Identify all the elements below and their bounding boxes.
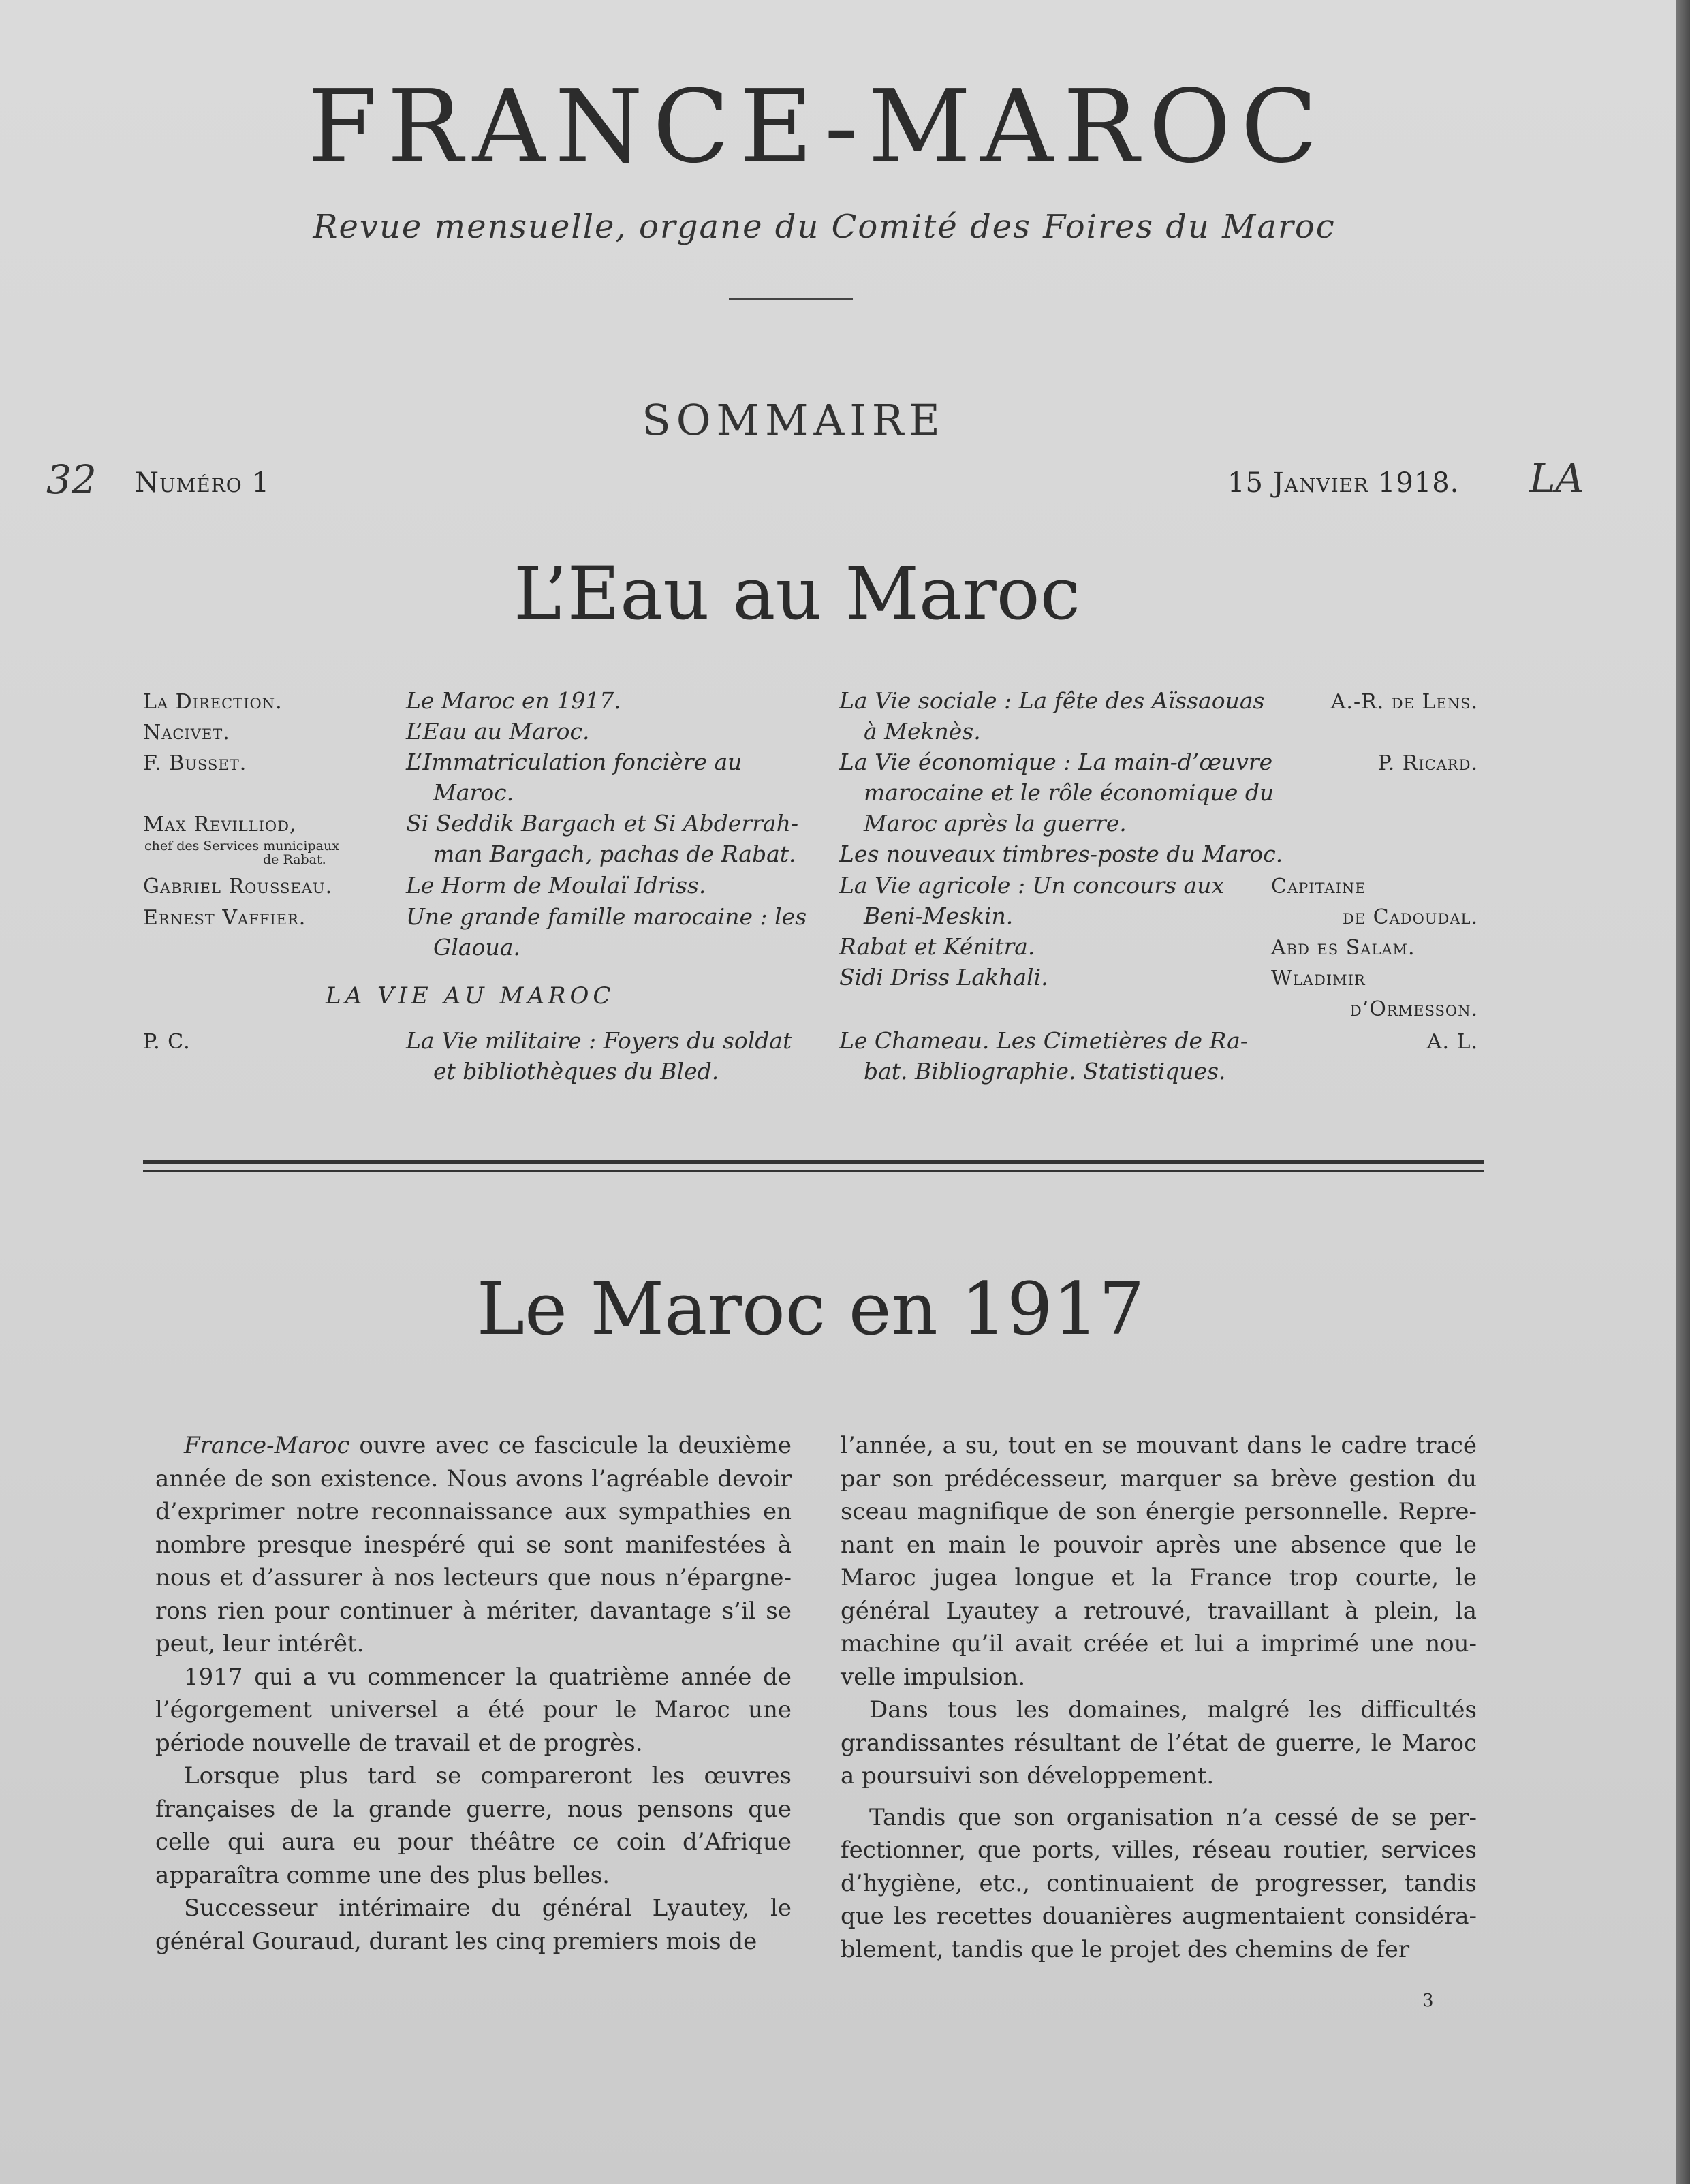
toc-title: La Vie sociale : La fête des Aïssaouas (839, 687, 1265, 714)
toc-author: Wladimir (1271, 967, 1366, 990)
toc-author: Ernest Vaffier. (143, 906, 307, 930)
toc-author: P. C. (143, 1030, 191, 1054)
toc-author: F. Busset. (143, 751, 247, 775)
toc-title: bat. Bibliographie. Statistiques. (864, 1058, 1226, 1085)
article-title: Le Maroc en 1917 (476, 1267, 1145, 1351)
toc-title: Si Seddik Bargach et Si Abderrah- (406, 810, 798, 837)
issue-date: 15 Janvier 1918. (1227, 467, 1460, 499)
article-column-left (155, 1429, 792, 1958)
toc-author: Gabriel Rousseau. (143, 875, 333, 899)
page-edge-shadow (1676, 0, 1690, 2184)
article-paragraph: Tandis que son organisation n’a cessé de se per-fectionner, que ports, villes, réseau routier, services d’hygiène, etc., continuaient de progresser, tandis que les recettes douanières augmentaient considéra-blement, tandis que le projet des chemins de fer (841, 1803, 1477, 1963)
toc-title: La Vie agricole : Un concours aux (839, 872, 1225, 899)
article-paragraph: Dans tous les domaines, malgré les difficultés grandissantes résultant de l’état de guerre, le Maroc a poursuivi son développement. (841, 1696, 1477, 1790)
toc-title: Glaoua. (433, 934, 520, 961)
handwritten-note-left: 32 (46, 456, 97, 503)
toc-title: L’Immatriculation foncière au (406, 749, 742, 775)
section-divider-thick (143, 1160, 1484, 1164)
sommaire-heading: SOMMAIRE (642, 395, 945, 445)
toc-title: Maroc après la guerre. (864, 810, 1127, 837)
toc-section-heading: LA VIE AU MAROC (326, 982, 615, 1010)
masthead-divider (729, 298, 853, 300)
toc-author: A. L. (1426, 1030, 1478, 1054)
toc-author: Nacivet. (143, 721, 230, 745)
toc-title: La Vie militaire : Foyers du soldat (406, 1027, 792, 1054)
article-paragraph: France-Maroc ouvre avec ce fascicule la deuxième année de son existence. Nous avons l’agréable devoir d’exprimer notre reconnaissance aux sympathies en nombre presque inespéré qui se sont manifestées à nous et d’assurer à nos lecteurs que nous n’épargne-rons rien pour continuer à mériter, davantage s’il se peut, leur intérêt. (155, 1432, 792, 1657)
masthead-title: FRANCE-MAROC (307, 68, 1328, 185)
journal-name: France-Maroc (184, 1432, 350, 1459)
toc-author-note: chef des Services municipaux (144, 839, 339, 854)
toc-title: Une grande famille marocaine : les (406, 903, 807, 930)
article-paragraph: l’année, a su, tout en se mouvant dans le cadre tracé par son prédécesseur, marquer sa brève gestion du sceau magnifique de son énergie personnelle. Repre-nant en main le pouvoir après une absence que le Maroc jugea longue et la France trop courte, le général Lyautey a retrouvé, travaillant à plein, la machine qu’il avait créée et lui a imprimé une nou-velle impulsion. (841, 1432, 1477, 1691)
section-divider-thin (143, 1170, 1484, 1172)
handwritten-note-right: LA (1529, 455, 1584, 501)
toc-author: Max Revilliod, (143, 813, 297, 837)
toc-title: La Vie économique : La main-d’œuvre (839, 749, 1273, 775)
toc-author: P. Ricard. (1377, 751, 1478, 775)
toc-title: Le Horm de Moulaï Idriss. (406, 872, 706, 899)
toc-title: à Meknès. (864, 718, 981, 745)
toc-title: Les nouveaux timbres-poste du Maroc. (839, 841, 1283, 867)
toc-author: Capitaine (1271, 875, 1366, 899)
toc-title: et bibliothèques du Bled. (433, 1058, 719, 1085)
toc-author: La Direction. (143, 690, 283, 714)
toc-author: Abd es Salam. (1271, 936, 1415, 960)
toc-title: Beni-Meskin. (864, 903, 1014, 929)
toc-title: Sidi Driss Lakhali. (839, 964, 1048, 990)
toc-title: Le Maroc en 1917. (406, 687, 621, 714)
article-column-right (841, 1429, 1477, 1966)
article-paragraph: Lorsque plus tard se compareront les œuvres françaises de la grande guerre, nous pensons que celle qui aura eu pour théâtre ce coin d’Afrique apparaîtra comme une des plus belles. (155, 1762, 792, 1889)
toc-title: Maroc. (433, 779, 514, 806)
toc-title: Le Chameau. Les Cimetières de Ra- (839, 1027, 1248, 1054)
toc-author: d’Ormesson. (1349, 997, 1478, 1021)
toc-author-note: de Rabat. (263, 852, 326, 867)
page-number: 3 (1422, 1991, 1434, 2011)
toc-title: L’Eau au Maroc. (406, 718, 590, 745)
toc-author: de Cadoudal. (1342, 905, 1478, 929)
toc-author: A.-R. de Lens. (1330, 690, 1478, 714)
toc-title: man Bargach, pachas de Rabat. (433, 841, 796, 867)
issue-theme-title: L’Eau au Maroc (514, 552, 1080, 636)
issue-number: Numéro 1 (135, 467, 270, 499)
toc-title: Rabat et Kénitra. (839, 933, 1035, 960)
article-paragraph: 1917 qui a vu commencer la quatrième année de l’égorgement universel a été pour le Maroc une période nouvelle de travail et de progrès. (155, 1663, 792, 1757)
article-paragraph: Successeur intérimaire du général Lyautey, le général Gouraud, durant les cinq premiers mois de (155, 1894, 792, 1955)
masthead-subtitle: Revue mensuelle, organe du Comité des Foires du Maroc (313, 208, 1336, 246)
toc-title: marocaine et le rôle économique du (864, 779, 1274, 806)
